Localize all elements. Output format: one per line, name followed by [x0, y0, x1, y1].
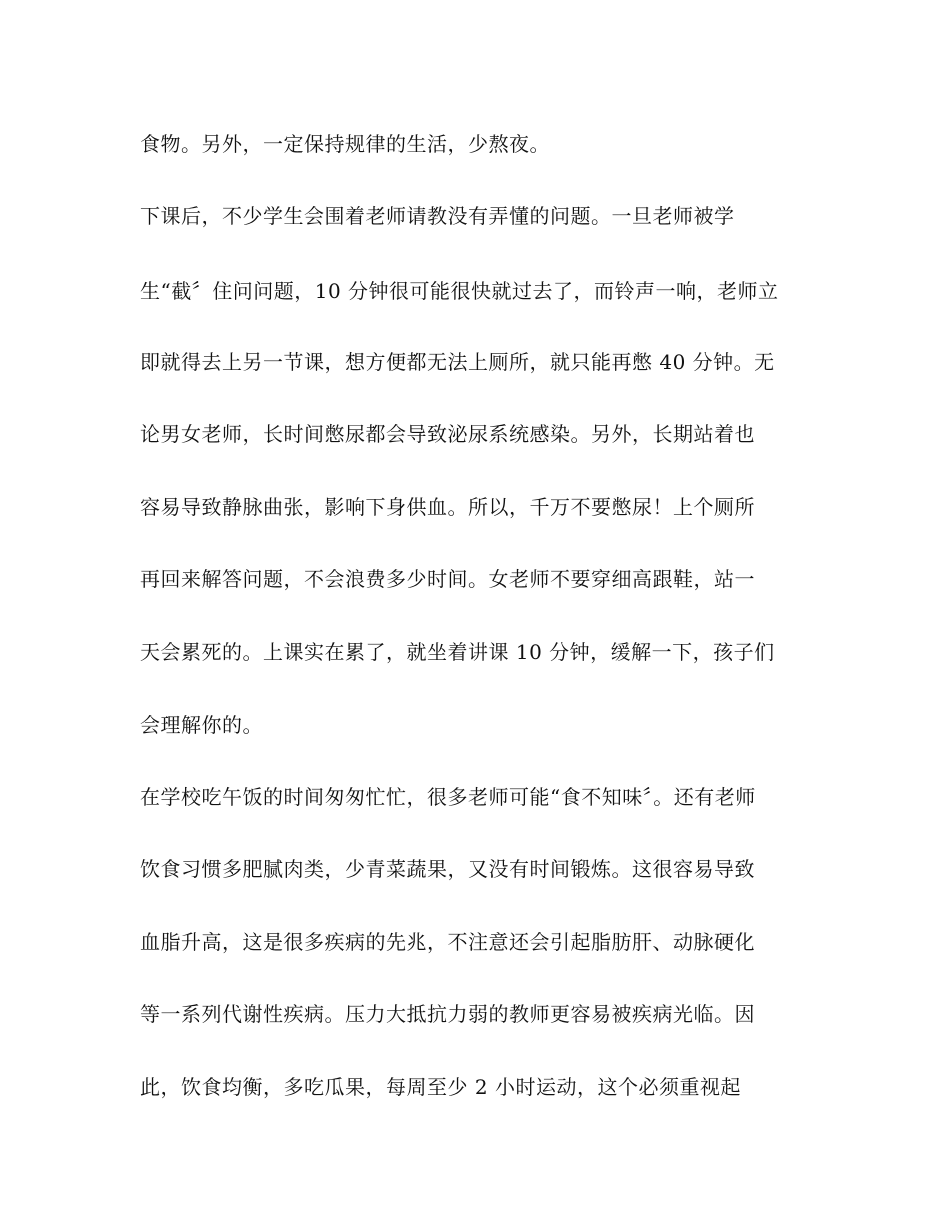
text-line: 饮食习惯多肥腻肉类，少青菜蔬果，又没有时间锻炼。这很容易导致: [140, 857, 755, 881]
text-line: 论男女老师，长时间憋尿都会导致泌尿系统感染。另外，长期站着也: [140, 422, 755, 446]
text-line: 此，饮食均衡，多吃瓜果，每周至少 2 小时运动，这个必须重视起: [140, 1075, 741, 1099]
text-line: 再回来解答问题，不会浪费多少时间。女老师不要穿细高跟鞋，站一: [140, 567, 755, 591]
text-line: 血脂升高，这是很多疾病的先兆，不注意还会引起脂肪肝、动脉硬化: [140, 930, 755, 954]
text-line: 下课后，不少学生会围着老师请教没有弄懂的问题。一旦老师被学: [140, 204, 735, 228]
text-line: 会理解你的。: [140, 713, 263, 737]
text-line: 即就得去上另一节课，想方便都无法上厕所，就只能再憋 40 分钟。无: [140, 350, 775, 374]
text-line: 天会累死的。上课实在累了，就坐着讲课 10 分钟，缓解一下，孩子们: [140, 640, 775, 664]
text-line: 容易导致静脉曲张，影响下身供血。所以，千万不要憋尿！上个厕所: [140, 495, 755, 519]
text-line: 生“截〞住问问题，10 分钟很可能很快就过去了，而铃声一响，老师立: [140, 279, 779, 303]
text-line: 等一系列代谢性疾病。压力大抵抗力弱的教师更容易被疾病光临。因: [140, 1002, 755, 1026]
text-line: 在学校吃午饭的时间匆匆忙忙，很多老师可能“食不知味〞。还有老师: [140, 785, 756, 809]
text-line: 食物。另外，一定保持规律的生活，少熬夜。: [140, 132, 550, 156]
